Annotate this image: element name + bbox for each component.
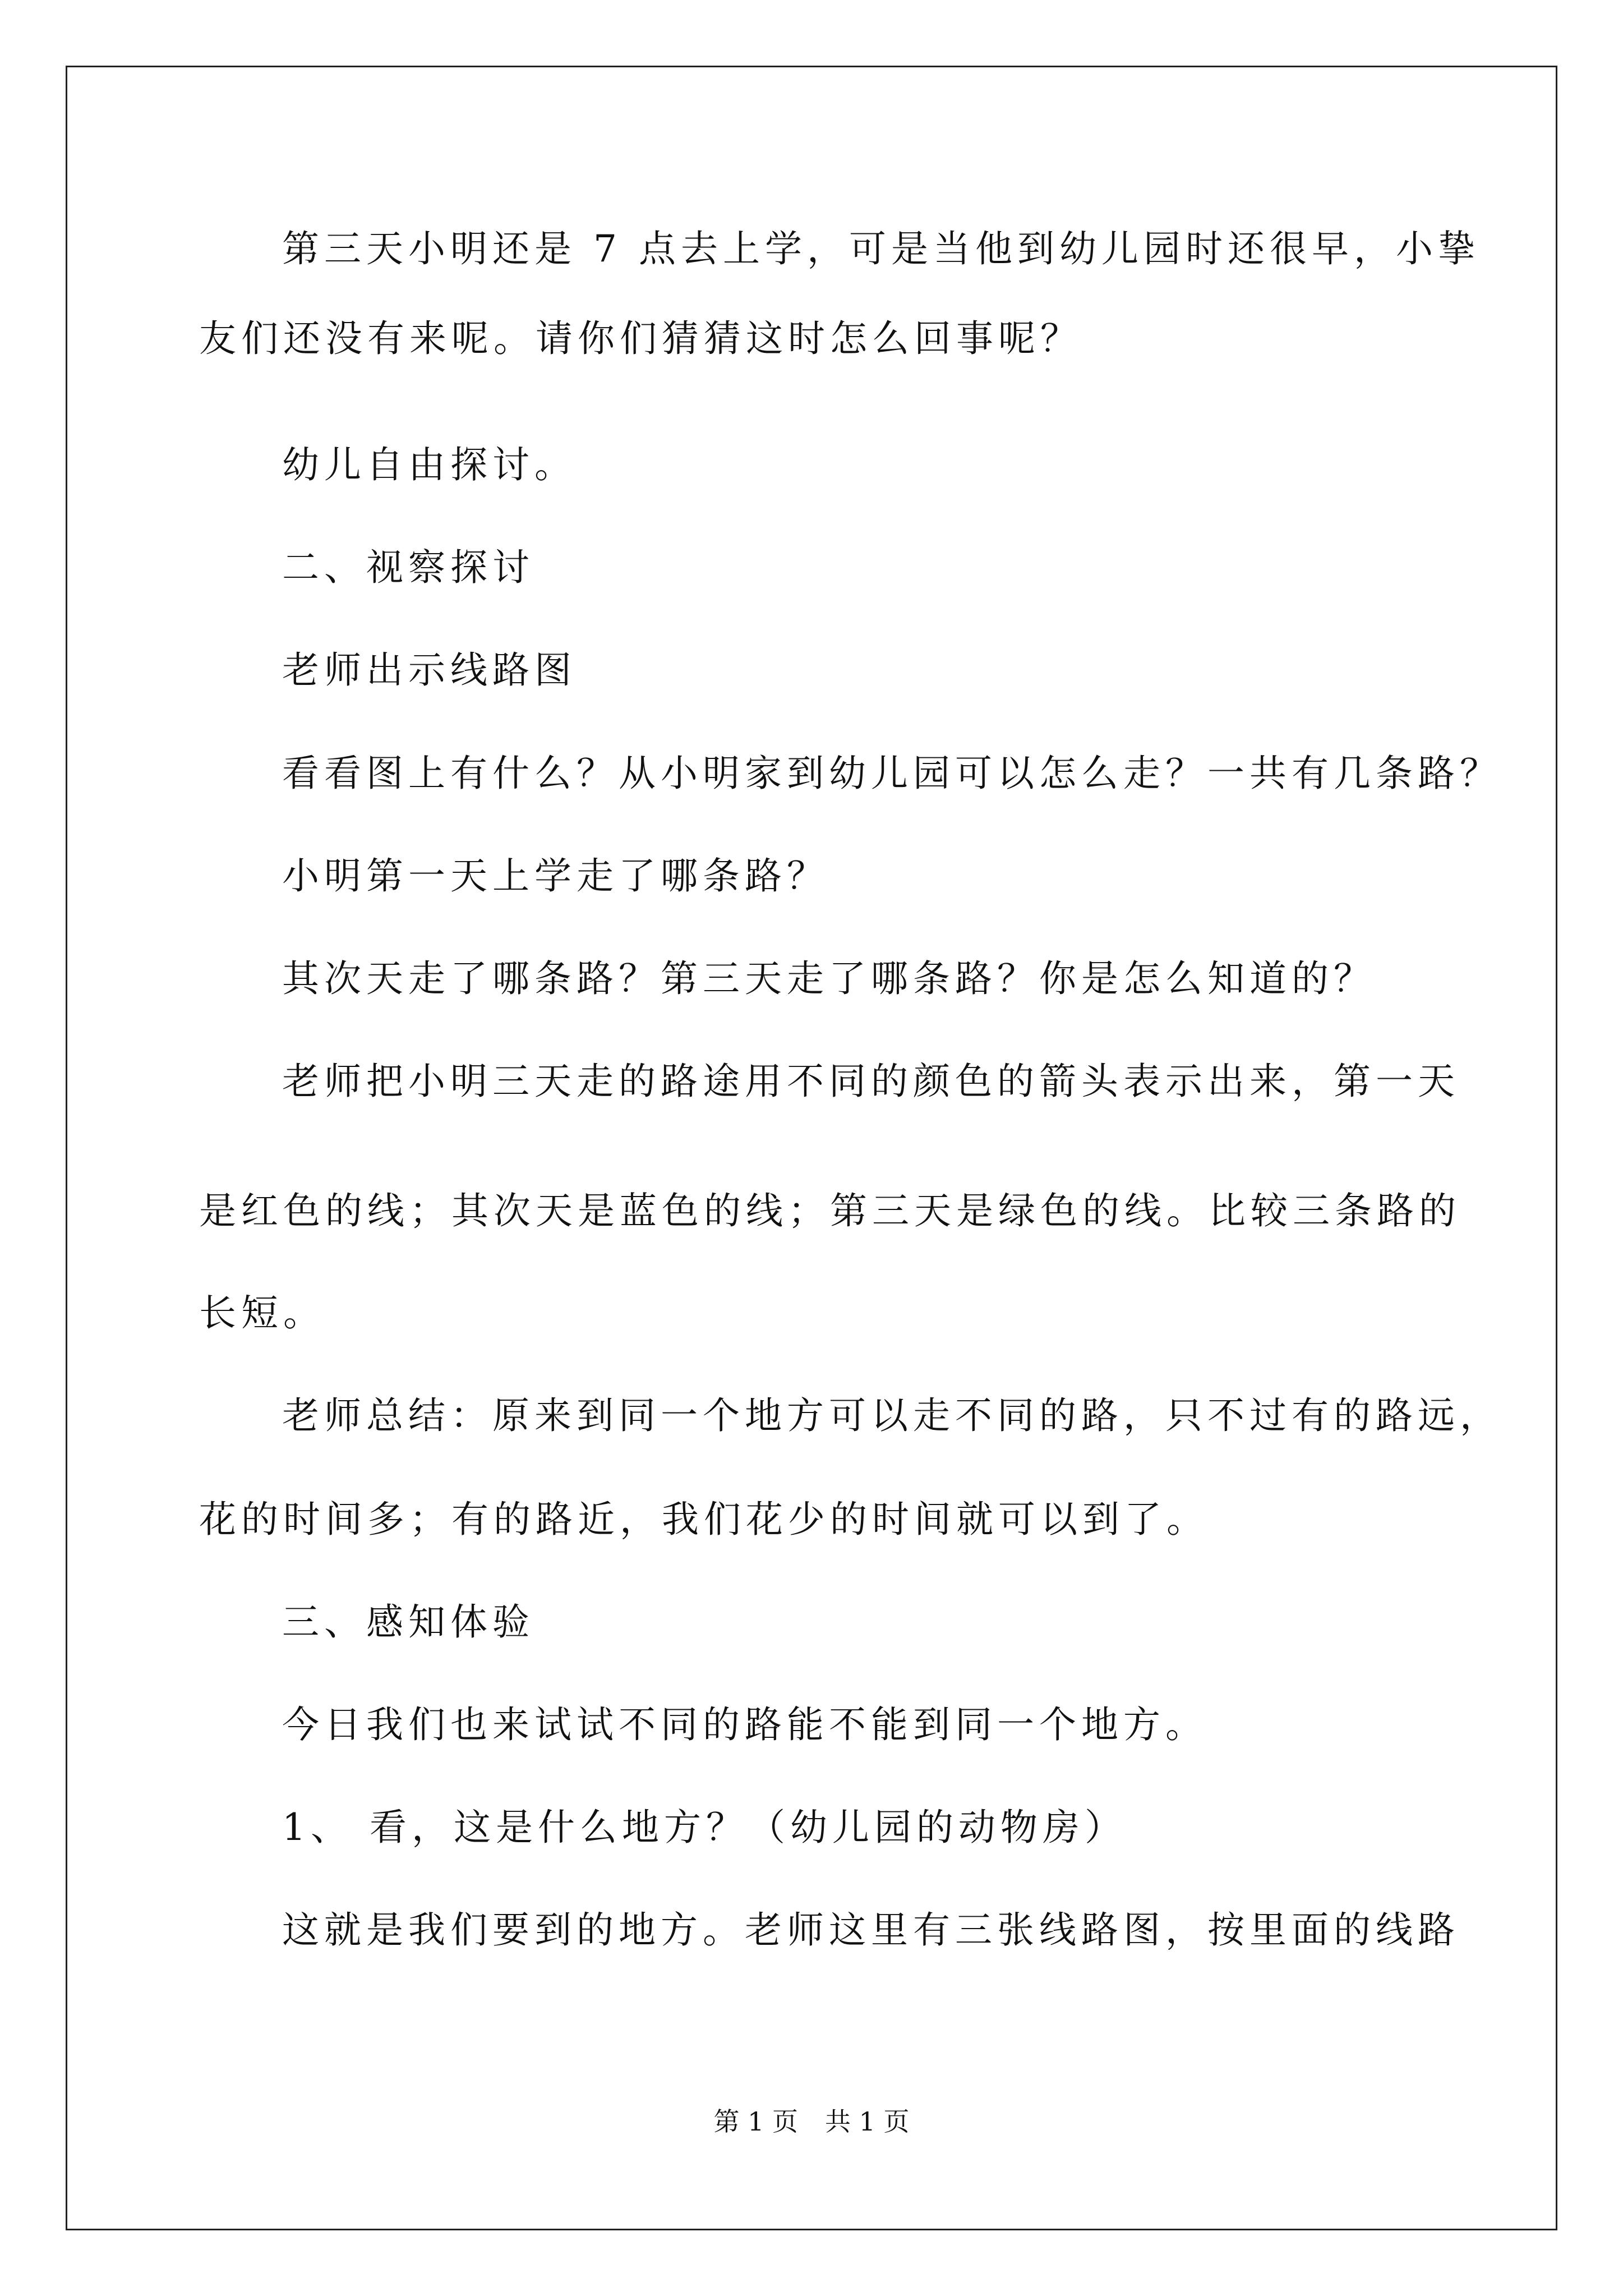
page-total: 共 1 页: [825, 2106, 910, 2137]
paragraph-line: 老师出示线路图: [282, 648, 577, 692]
section-heading: 二、视察探讨: [282, 546, 534, 589]
paragraph-line: 这就是我们要到的地方。老师这里有三张线路图，按里面的线路: [282, 1908, 1460, 1952]
page-footer: [0, 2105, 1623, 2138]
paragraph-line: 友们还没有来呢。请你们猜猜这时怎么回事呢？: [199, 317, 1082, 360]
paragraph-line: 看看图上有什么？从小明家到幼儿园可以怎么走？一共有几条路？: [282, 752, 1502, 795]
paragraph-line: 小明第一天上学走了哪条路？: [282, 854, 829, 898]
paragraph-line: 幼儿自由探讨。: [282, 443, 577, 486]
paragraph-line: 老师总结：原来到同一个地方可以走不同的路，只不过有的路远，: [282, 1394, 1502, 1437]
paragraph-line: 1、 看，这是什么地方？（幼儿园的动物房）: [282, 1806, 1127, 1849]
paragraph-line: 第三天小明还是 7 点去上学，可是当他到幼儿园时还很早，小挚: [282, 227, 1480, 270]
paragraph-line: 今日我们也来试试不同的路能不能到同一个地方。: [282, 1703, 1207, 1746]
paragraph-line: 其次天走了哪条路？第三天走了哪条路？你是怎么知道的？: [282, 957, 1376, 1000]
section-heading: 三、感知体验: [282, 1600, 534, 1644]
paragraph-line: 花的时间多；有的路近，我们花少的时间就可以到了。: [199, 1498, 1209, 1541]
paragraph-line: 长短。: [199, 1291, 325, 1335]
paragraph-line: 老师把小明三天走的路途用不同的颜色的箭头表示出来，第一天: [282, 1060, 1460, 1103]
page-border: [66, 66, 1557, 2230]
paragraph-line: 是红色的线；其次天是蓝色的线；第三天是绿色的线。比较三条路的: [199, 1189, 1461, 1232]
page-number: 第 1 页: [713, 2106, 798, 2137]
